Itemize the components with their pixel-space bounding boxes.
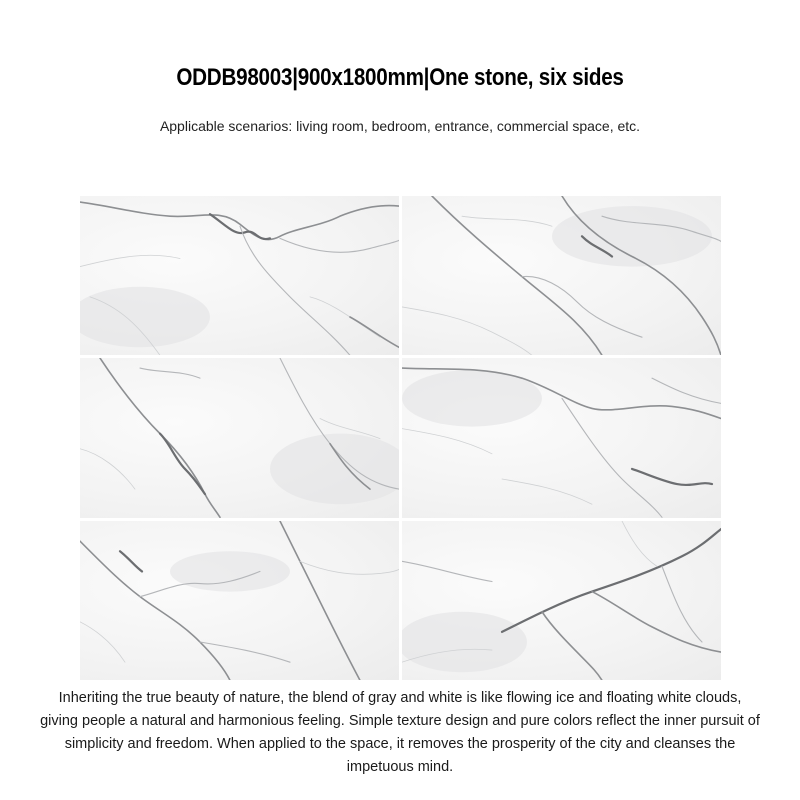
- marble-slab-5: [80, 521, 399, 680]
- marble-slab-grid: [80, 196, 721, 680]
- applicable-scenarios: Applicable scenarios: living room, bedroom, entrance, commercial space, etc.: [159, 118, 641, 134]
- marble-slab-2: [402, 196, 721, 355]
- marble-slab-6: [402, 521, 721, 680]
- product-description: Inheriting the true beauty of nature, the blend of gray and white is like flowing ice and floating white clouds, giving people a natural and harmonious feeling. Simple texture design and pure colors reflect the inner pursuit of simplicity and freedom. When applied to the space, it removes the prosperity of the city and cleanses the impetuous mind.: [40, 690, 760, 775]
- product-title: ODDB98003|900x1800mm|One stone, six sides: [176, 64, 624, 91]
- marble-slab-4: [402, 358, 721, 517]
- marble-slab-3: [80, 358, 399, 517]
- marble-slab-1: [80, 196, 399, 355]
